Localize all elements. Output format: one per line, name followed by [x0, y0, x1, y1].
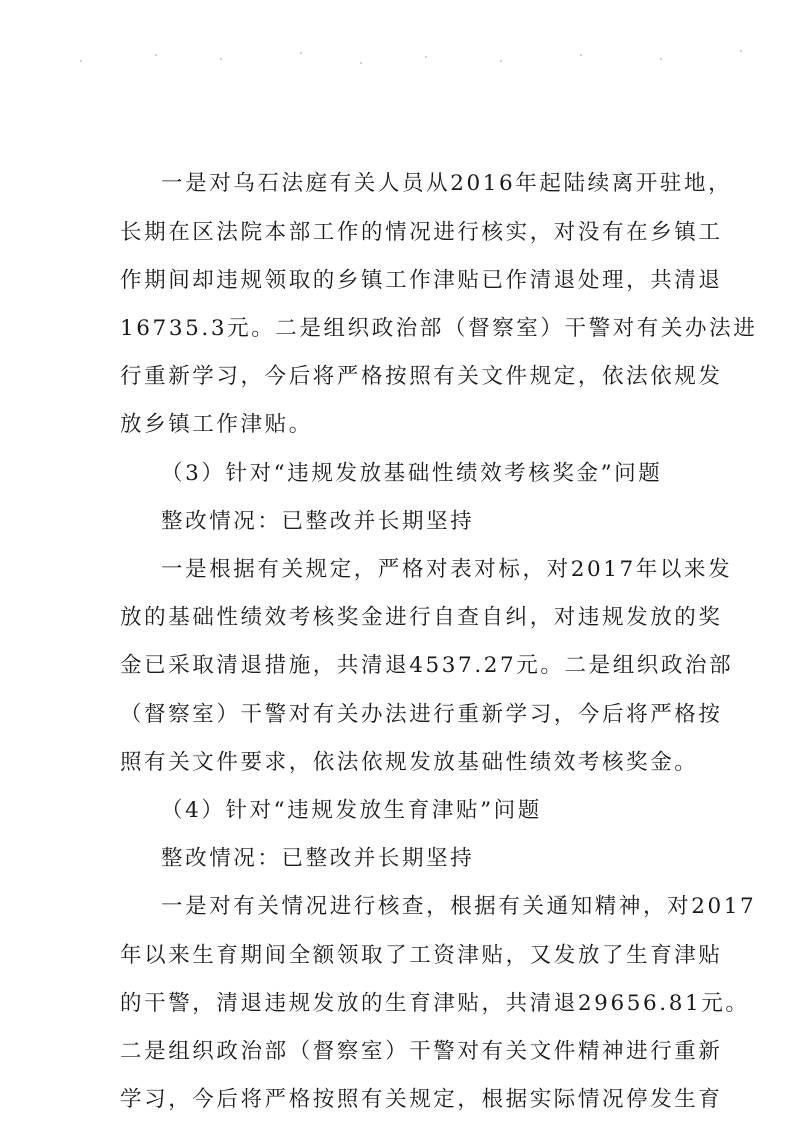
body-line: 作期间却违规领取的乡镇工作津贴已作清退处理，共清退	[120, 268, 723, 293]
body-line: 学习，今后将严格按照有关规定，根据实际情况停发生育	[120, 1087, 723, 1112]
body-line: 照有关文件要求，依法依规发放基础性绩效考核奖金。	[120, 750, 699, 775]
body-line: 放乡镇工作津贴。	[120, 412, 313, 437]
status-line: 整改情况：已整改并长期坚持	[161, 846, 475, 871]
status-line: 整改情况：已整改并长期坚持	[161, 509, 475, 534]
body-line: 行重新学习，今后将严格按照有关文件规定，依法依规发	[120, 364, 723, 389]
body-line: 金已采取清退措施，共清退4537.27元。二是组织政治部	[120, 653, 734, 678]
body-line: 二是组织政治部（督察室）干警对有关文件精神进行重新	[120, 1039, 723, 1064]
body-line: （督察室）干警对有关办法进行重新学习，今后将严格按	[120, 702, 723, 727]
section-heading: （4）针对“违规发放生育津贴”问题	[161, 798, 542, 823]
body-line: 一是对有关情况进行核查，根据有关通知精神，对2017	[161, 894, 757, 919]
body-line: 的干警，清退违规发放的生育津贴，共清退29656.81元。	[120, 991, 750, 1016]
scan-artifacts	[60, 40, 760, 80]
body-line: 放的基础性绩效考核奖金进行自查自纠，对违规发放的奖	[120, 605, 723, 630]
body-line: 一是根据有关规定，严格对表对标，对2017年以来发	[161, 557, 733, 582]
body-line: 长期在区法院本部工作的情况进行核实，对没有在乡镇工	[120, 220, 723, 245]
body-line: 一是对乌石法庭有关人员从2016年起陆续离开驻地，	[161, 171, 733, 196]
body-line: 16735.3元。二是组织政治部（督察室）干警对有关办法进	[120, 316, 758, 341]
section-heading: （3）针对“违规发放基础性绩效考核奖金”问题	[161, 461, 663, 486]
body-line: 年以来生育期间全额领取了工资津贴，又发放了生育津贴	[120, 943, 723, 968]
